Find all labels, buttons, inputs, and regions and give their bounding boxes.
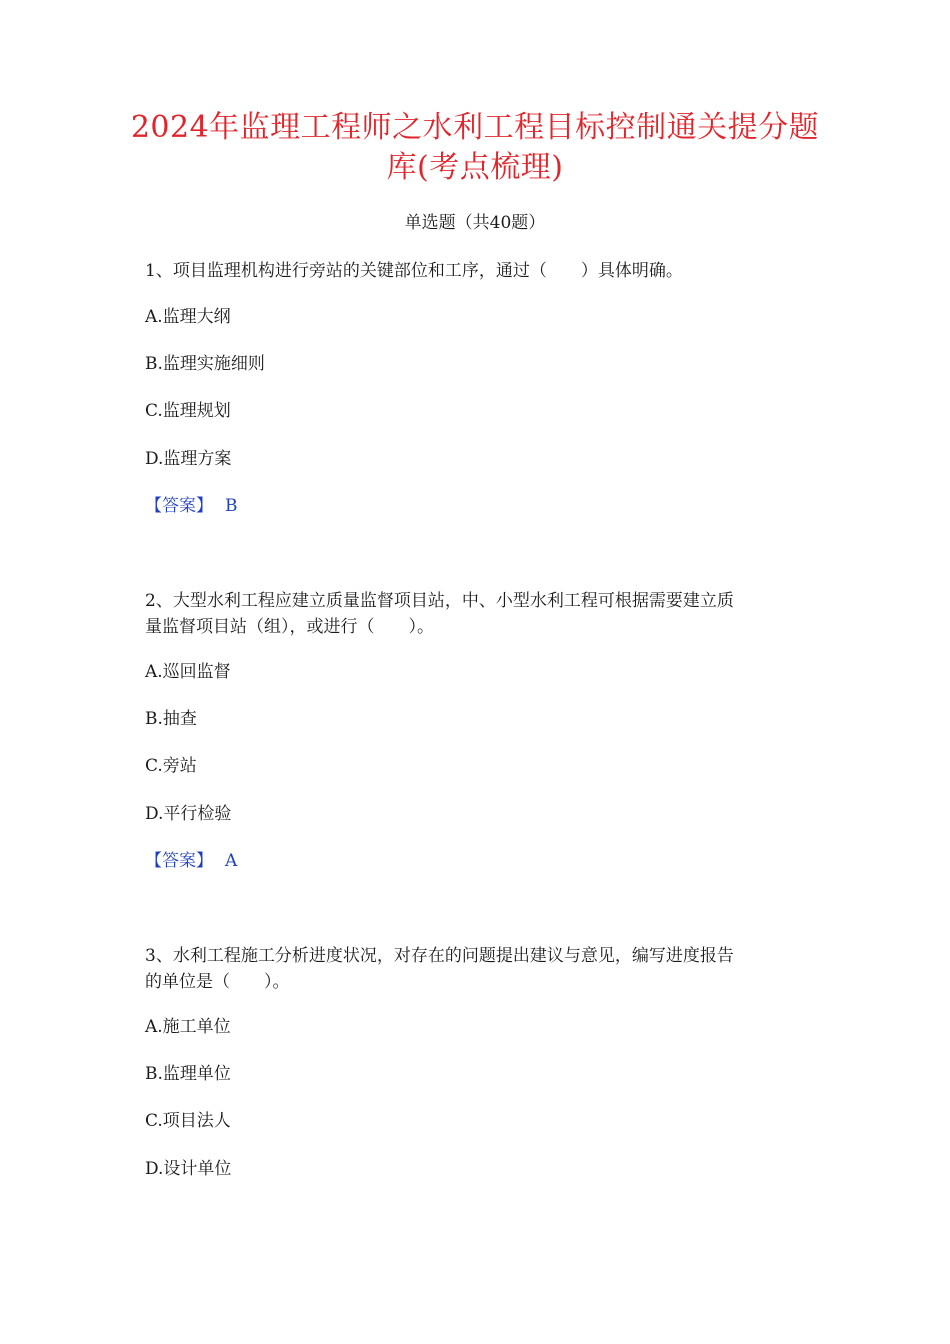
option-a: A.监理大纲 [145,307,231,327]
option-a: A.施工单位 [145,1017,231,1037]
option-c: C.监理规划 [145,401,231,421]
question-stem-line: 量监督项目站（组），或进行（ ）。 [145,617,434,637]
option-d: D.监理方案 [145,449,232,469]
answer-line [145,494,238,518]
answer-value: A [225,851,238,871]
answer-label: 【答案】 [145,851,213,871]
question-3 [145,943,825,1179]
option-d: D.平行检验 [145,804,232,824]
option-b: B.监理单位 [145,1064,231,1084]
question-stem-line: 1、项目监理机构进行旁站的关键部位和工序，通过（ ）具体明确。 [145,261,683,281]
answer-line [145,849,237,873]
question-stem-line: 2、大型水利工程应建立质量监督项目站，中、小型水利工程可根据需要建立质 [145,591,734,611]
question-2 [145,588,825,871]
option-c: C.旁站 [145,756,197,776]
question-stem-line: 的单位是（ ）。 [145,972,290,992]
page-title-line-2: 库(考点梳理) [386,150,564,185]
answer-value: B [225,496,238,516]
option-b: B.监理实施细则 [145,354,265,374]
question-stem-line: 3、水利工程施工分析进度状况，对存在的问题提出建议与意见，编写进度报告 [145,946,734,966]
answer-label: 【答案】 [145,496,213,516]
option-c: C.项目法人 [145,1111,231,1131]
option-a: A.巡回监督 [145,662,231,682]
option-b: B.抽查 [145,709,197,729]
question-1 [145,258,825,516]
option-d: D.设计单位 [145,1159,232,1179]
page-title [120,108,830,188]
section-heading: 单选题（共40题） [404,213,546,233]
page-title-line-1: 2024年监理工程师之水利工程目标控制通关提分题 [130,110,820,145]
